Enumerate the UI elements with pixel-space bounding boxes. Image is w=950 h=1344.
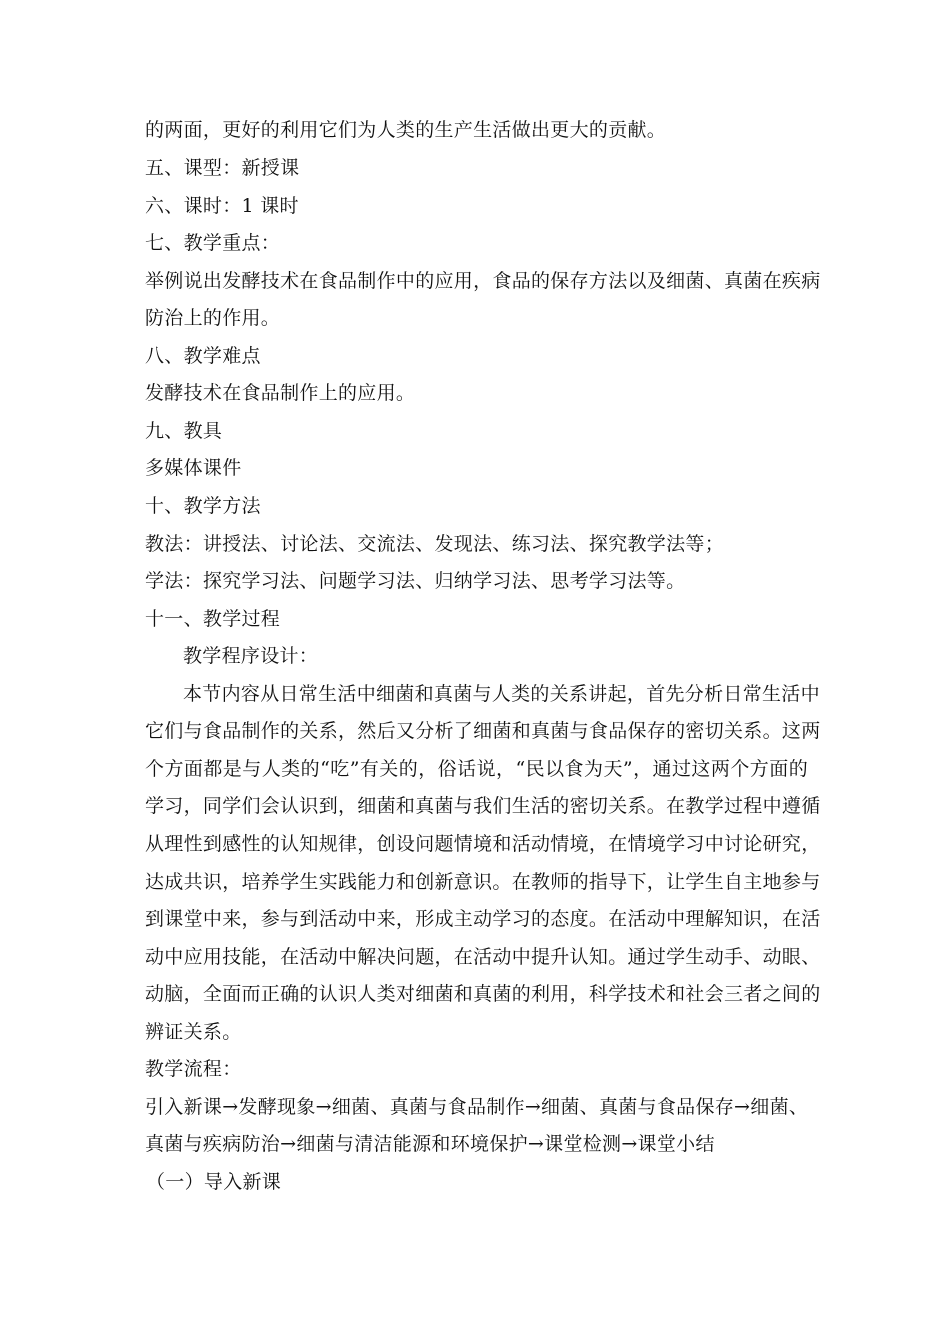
text-line: 多媒体课件 xyxy=(145,457,242,479)
text-line: 举例说出发酵技术在食品制作中的应用，食品的保存方法以及细菌、真菌在疾病 xyxy=(145,270,821,292)
section-heading-teaching-process: 十一、教学过程 xyxy=(145,608,281,630)
paragraph-line: 动中应用技能，在活动中解决问题，在活动中提升认知。通过学生动手、动眼、 xyxy=(145,946,821,968)
section-heading-lesson-type: 五、课型：新授课 xyxy=(145,157,300,179)
section-heading-teaching-methods: 十、教学方法 xyxy=(145,495,261,517)
text-line: 防治上的作用。 xyxy=(145,307,281,329)
section-heading-teaching-aids: 九、教具 xyxy=(145,420,223,442)
subheading-teaching-flow: 教学流程： xyxy=(145,1058,242,1080)
paragraph-line: 学习，同学们会认识到，细菌和真菌与我们生活的密切关系。在教学过程中遵循 xyxy=(145,795,821,817)
section-heading-key-points: 七、教学重点： xyxy=(145,232,281,254)
subheading-program-design: 教学程序设计： xyxy=(183,645,319,667)
paragraph-line: 辨证关系。 xyxy=(145,1021,242,1043)
text-line: 发酵技术在食品制作上的应用。 xyxy=(145,382,416,404)
paragraph-line: 它们与食品制作的关系，然后又分析了细菌和真菌与食品保存的密切关系。这两 xyxy=(145,720,821,742)
paragraph-line: 达成共识，培养学生实践能力和创新意识。在教师的指导下，让学生自主地参与 xyxy=(145,871,821,893)
flow-line: 真菌与疾病防治→细菌与清洁能源和环境保护→课堂检测→课堂小结 xyxy=(145,1133,715,1155)
paragraph-line: 本节内容从日常生活中细菌和真菌与人类的关系讲起，首先分析日常生活中 xyxy=(183,683,820,705)
paragraph-line: 个方面都是与人类的“吃”有关的，俗话说，“民以食为天”，通过这两个方面的 xyxy=(145,758,808,780)
text-line: 教法：讲授法、讨论法、交流法、发现法、练习法、探究教学法等； xyxy=(145,533,725,555)
section-heading-lesson-hours: 六、课时：1 课时 xyxy=(145,195,299,217)
subsection-heading-introduction: （一）导入新课 xyxy=(146,1171,282,1193)
paragraph-line: 从理性到感性的认知规律，创设问题情境和活动情境，在情境学习中讨论研究， xyxy=(145,833,821,855)
paragraph-line: 到课堂中来，参与到活动中来，形成主动学习的态度。在活动中理解知识，在活 xyxy=(145,908,821,930)
flow-line: 引入新课→发酵现象→细菌、真菌与食品制作→细菌、真菌与食品保存→细菌、 xyxy=(145,1096,809,1118)
text-line: 学法：探究学习法、问题学习法、归纳学习法、思考学习法等。 xyxy=(145,570,686,592)
paragraph-line: 动脑，全面而正确的认识人类对细菌和真菌的利用，科学技术和社会三者之间的 xyxy=(145,983,821,1005)
text-line: 的两面，更好的利用它们为人类的生产生活做出更大的贡献。 xyxy=(145,119,667,141)
section-heading-difficulties: 八、教学难点 xyxy=(145,345,261,367)
